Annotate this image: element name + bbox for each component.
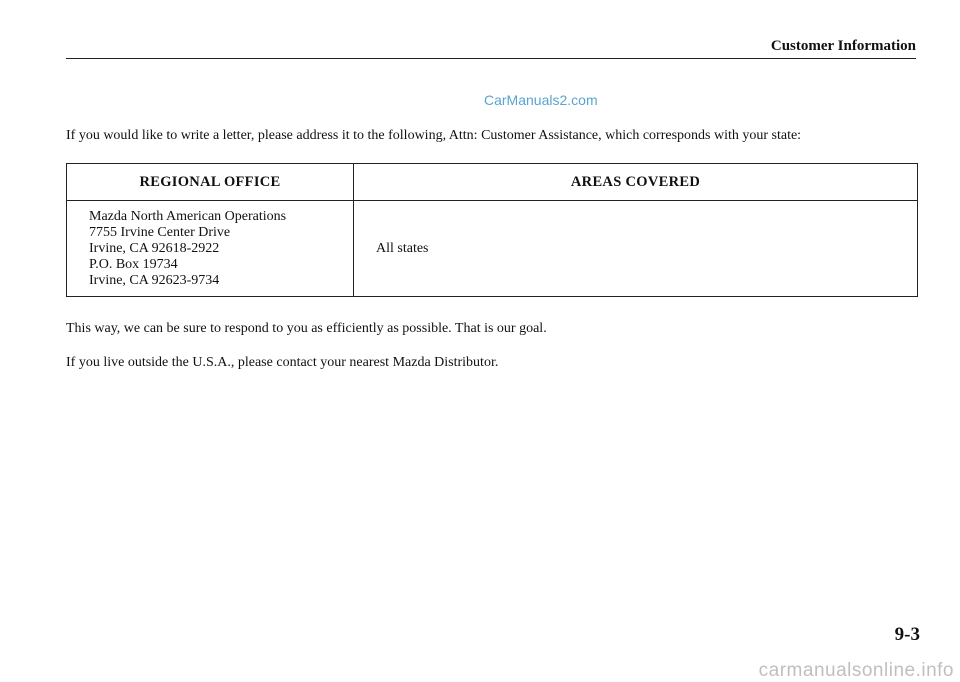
- page-number: 9-3: [894, 624, 920, 645]
- intro-paragraph: If you would like to write a letter, please address it to the following, Attn: Customer Assistance, which corresponds with your state:: [66, 128, 802, 143]
- watermark-top: CarManuals2.com: [484, 92, 598, 108]
- efficiency-paragraph: This way, we can be sure to respond to you as efficiently as possible. That is our goal.: [66, 321, 547, 336]
- areas-covered-cell: All states: [354, 201, 918, 297]
- office-line: P.O. Box 19734: [89, 256, 178, 272]
- section-title: Customer Information: [770, 38, 916, 54]
- outside-usa-paragraph: If you live outside the U.S.A., please contact your nearest Mazda Distributor.: [66, 355, 499, 370]
- regional-office-table: [66, 163, 918, 297]
- watermark-bottom: carmanualsonline.info: [758, 660, 954, 681]
- table-header-row: [67, 164, 918, 201]
- office-line: 7755 Irvine Center Drive: [89, 224, 231, 240]
- header-rule: [66, 58, 916, 59]
- header-regional-office: REGIONAL OFFICE: [67, 164, 354, 201]
- office-line: Mazda North American Operations: [89, 208, 287, 224]
- office-line: Irvine, CA 92618-2922: [89, 240, 220, 256]
- header-areas-covered: AREAS COVERED: [354, 164, 918, 201]
- office-line: Irvine, CA 92623-9734: [89, 272, 220, 288]
- office-address-cell: [67, 201, 354, 297]
- table-row: [67, 201, 918, 297]
